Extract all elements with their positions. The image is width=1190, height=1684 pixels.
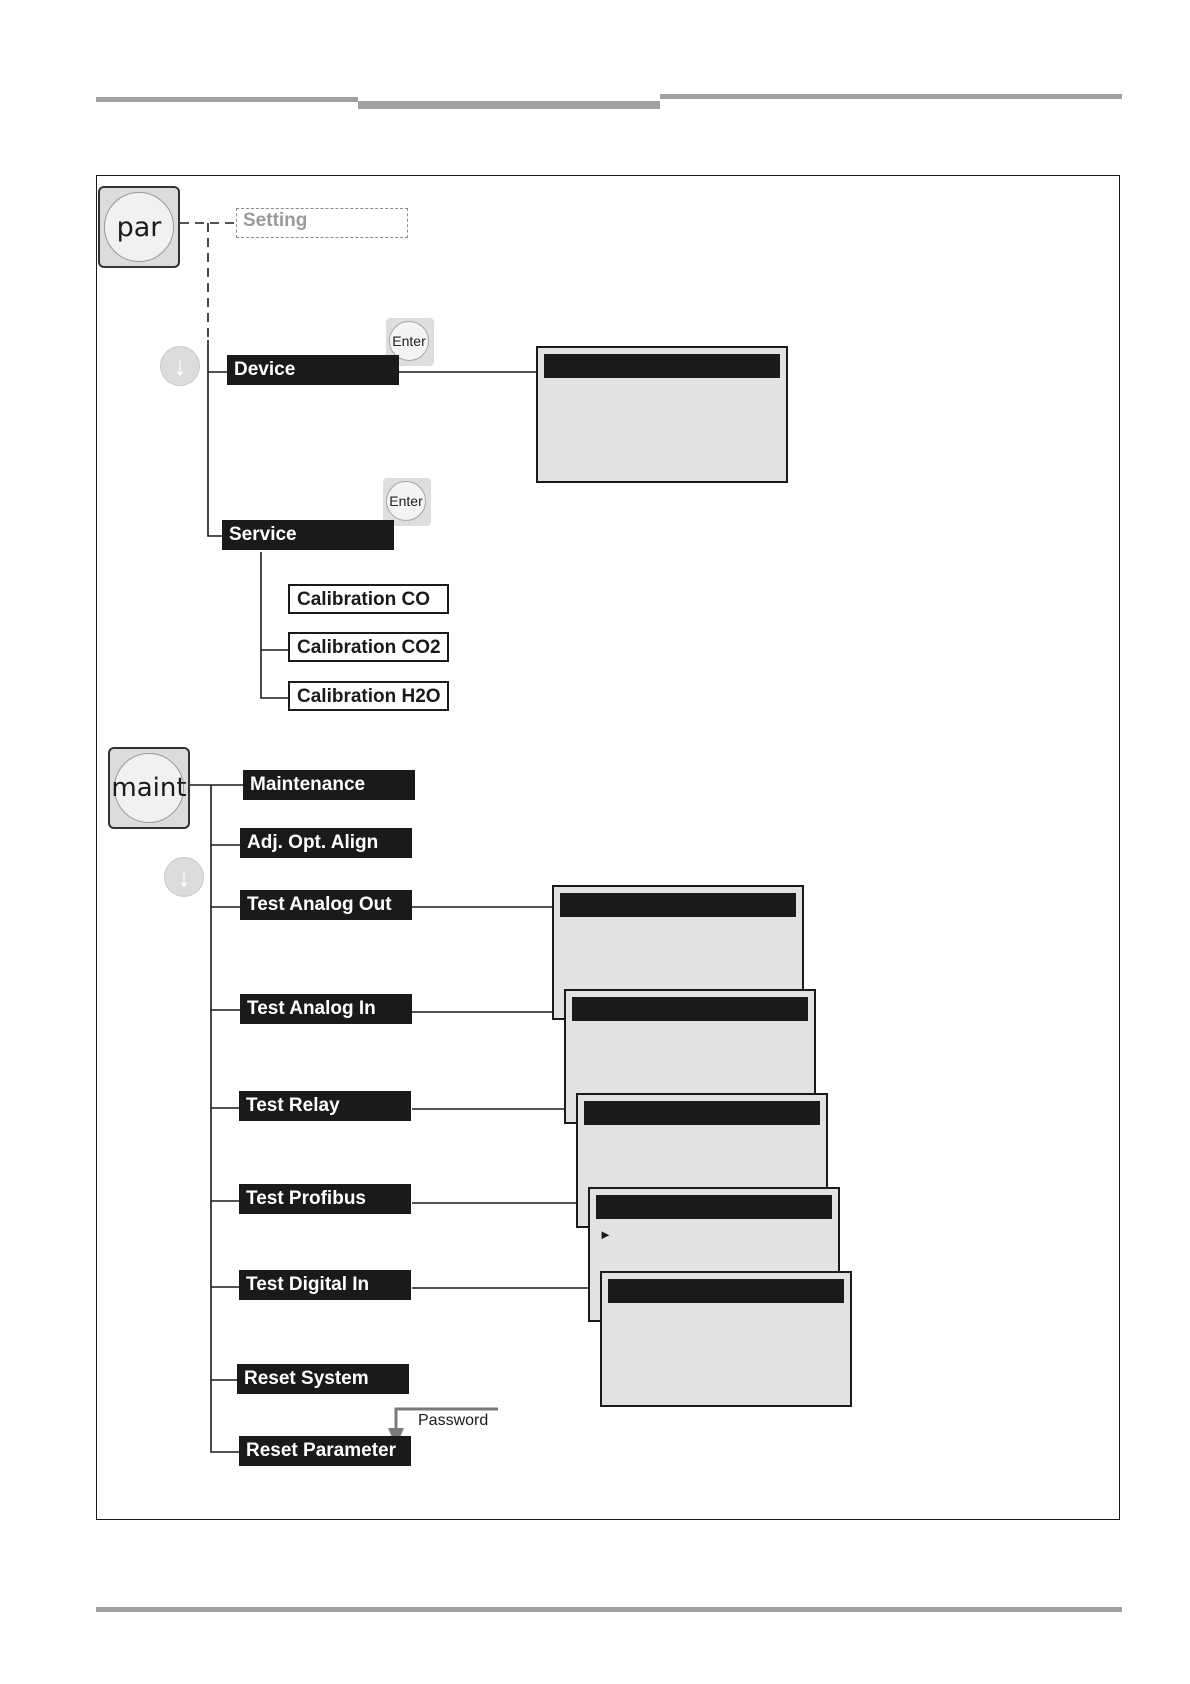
maint-key-label: maint: [114, 753, 184, 823]
menu-item-test-relay[interactable]: Test Relay: [239, 1091, 411, 1121]
submenu-calibration-co[interactable]: Calibration CO: [288, 584, 449, 614]
display-title-bar: [596, 1195, 832, 1219]
maint-key[interactable]: [108, 747, 190, 829]
down-arrow-icon[interactable]: ↓: [164, 857, 204, 897]
menu-item-setting: Setting: [236, 208, 408, 238]
submenu-calibration-co2[interactable]: Calibration CO2: [288, 632, 449, 662]
display-title-bar: [572, 997, 808, 1021]
password-label: Password: [418, 1412, 489, 1429]
par-key-label: par: [104, 192, 174, 262]
menu-item-test-analog-out[interactable]: Test Analog Out: [240, 890, 412, 920]
menu-item-device[interactable]: Device: [227, 355, 399, 385]
par-key[interactable]: [98, 186, 180, 268]
submenu-calibration-h2o[interactable]: Calibration H2O: [288, 681, 449, 711]
display-title-bar: [544, 354, 780, 378]
menu-item-service[interactable]: Service: [222, 520, 394, 550]
display-title-bar: [584, 1101, 820, 1125]
down-arrow-icon[interactable]: ↓: [160, 346, 200, 386]
enter-key-label: Enter: [386, 481, 426, 521]
menu-item-maintenance[interactable]: Maintenance: [243, 770, 415, 800]
enter-key[interactable]: [383, 478, 431, 526]
test-digital-in-screen: [600, 1271, 852, 1407]
menu-item-reset-system[interactable]: Reset System: [237, 1364, 409, 1394]
menu-item-test-analog-in[interactable]: Test Analog In: [240, 994, 412, 1024]
enter-key-label: Enter: [389, 321, 429, 361]
menu-item-test-digital-in[interactable]: Test Digital In: [239, 1270, 411, 1300]
menu-item-adj-opt-align[interactable]: Adj. Opt. Align: [240, 828, 412, 858]
cursor-arrow-icon: ►: [599, 1227, 612, 1242]
menu-item-test-profibus[interactable]: Test Profibus: [239, 1184, 411, 1214]
menu-item-reset-parameter[interactable]: Reset Parameter: [239, 1436, 411, 1466]
display-title-bar: [560, 893, 796, 917]
device-display-screen: [536, 346, 788, 483]
display-title-bar: [608, 1279, 844, 1303]
